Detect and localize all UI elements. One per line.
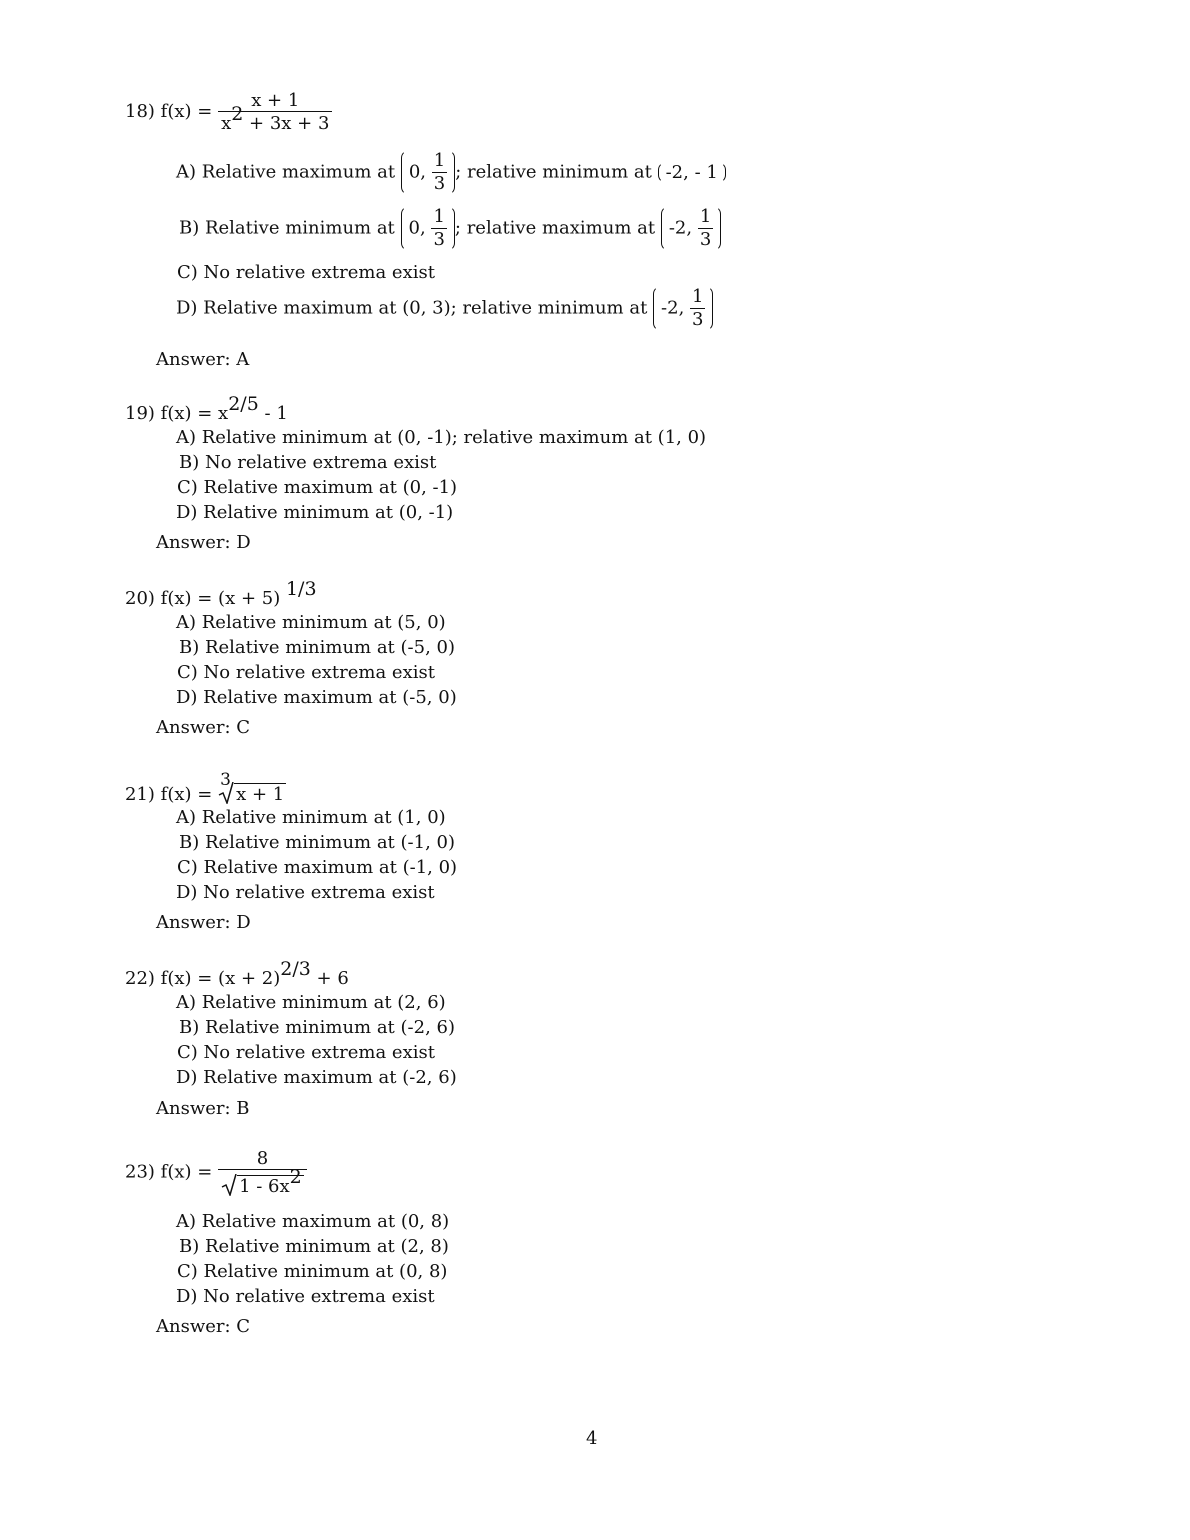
question-18-stem (125, 90, 332, 134)
option-b-text: B) Relative minimum at (179, 217, 395, 239)
page-number: 4 (586, 1428, 598, 1449)
radical-sign-icon (221, 1174, 237, 1196)
function-exponent: 1/3 (285, 578, 317, 600)
question-21-stem (125, 770, 286, 805)
option-d: D) Relative maximum at (-2, 6) (176, 1067, 457, 1088)
numerator: 1 (433, 206, 445, 227)
point-coord: 0, (408, 161, 427, 183)
point-coord: -2, (668, 217, 693, 239)
denominator: 3 (433, 173, 446, 194)
denominator: 3 (692, 309, 704, 330)
denominator: 3 (699, 229, 712, 250)
answer: Answer: D (156, 912, 251, 933)
option-d: D) Relative minimum at (0, -1) (176, 502, 454, 523)
function-label: f(x) = (160, 101, 213, 122)
question-number: 18) (125, 101, 155, 122)
option-d (176, 286, 713, 331)
function-exponent: 2/5 (228, 393, 259, 415)
point-paren (653, 286, 713, 331)
function-rest: + 6 (310, 968, 349, 989)
point-paren (658, 162, 726, 183)
answer: Answer: D (156, 532, 251, 553)
denominator (218, 103, 332, 134)
point-coord: -2, - 1 (665, 162, 718, 183)
function-label: f(x) = (160, 784, 213, 805)
denominator-base: x (221, 113, 232, 134)
denominator (218, 1166, 307, 1197)
question-number: 21) (125, 784, 155, 805)
option-c: C) No relative extrema exist (177, 662, 435, 683)
option-b: B) Relative minimum at (-5, 0) (179, 637, 455, 658)
question-number: 23) (125, 1161, 155, 1183)
function-label: f(x) = (160, 1161, 213, 1183)
point-fraction (698, 206, 713, 251)
option-b: B) Relative minimum at (2, 8) (179, 1236, 449, 1257)
numerator: x + 1 (251, 90, 300, 111)
radicand-exponent: 2 (289, 1166, 302, 1188)
answer: Answer: C (156, 717, 251, 738)
option-b (179, 206, 721, 251)
denominator: 3 (433, 229, 445, 250)
question-22-stem (125, 958, 349, 989)
option-b: B) Relative minimum at (-1, 0) (179, 832, 455, 853)
option-a: A) Relative minimum at (2, 6) (176, 992, 446, 1013)
question-19-stem (125, 393, 288, 424)
option-a: A) Relative minimum at (5, 0) (176, 612, 446, 633)
question-number: 19) (125, 403, 155, 424)
point-fraction (431, 206, 446, 251)
option-b: B) Relative minimum at (-2, 6) (179, 1017, 455, 1038)
option-d: D) No relative extrema exist (176, 882, 435, 903)
point-paren (661, 206, 721, 251)
option-d: D) No relative extrema exist (176, 1286, 435, 1307)
question-number: 20) (125, 588, 155, 609)
function-exponent: 2/3 (280, 958, 311, 980)
point-paren (401, 206, 455, 251)
answer: Answer: B (156, 1098, 250, 1119)
fraction (218, 90, 332, 134)
numerator: 1 (433, 150, 446, 171)
root-index: 3 (220, 770, 231, 790)
option-c: C) No relative extrema exist (177, 262, 435, 283)
option-a: A) Relative maximum at (0, 8) (176, 1211, 450, 1232)
function-base: f(x) = (x + 2) (160, 968, 281, 989)
option-b: B) No relative extrema exist (179, 452, 437, 473)
option-a (176, 150, 726, 195)
question-20-stem (125, 578, 317, 609)
option-a-mid: ; relative minimum at (455, 161, 652, 183)
fraction (218, 1148, 307, 1197)
radicand (237, 1166, 304, 1197)
point-coord: 0, (408, 217, 426, 239)
radicand: x + 1 (236, 784, 285, 805)
question-23-stem (125, 1148, 307, 1197)
function-base: f(x) = (x + 5) (160, 588, 286, 609)
option-d: D) Relative maximum at (-5, 0) (176, 687, 457, 708)
numerator: 1 (699, 206, 712, 227)
option-a: A) Relative minimum at (1, 0) (176, 807, 446, 828)
numerator: 8 (256, 1148, 269, 1169)
function-base: f(x) = x (160, 403, 229, 424)
function-rest: - 1 (258, 403, 288, 424)
option-c: C) Relative maximum at (0, -1) (177, 477, 458, 498)
point-fraction (690, 286, 705, 331)
option-a: A) Relative minimum at (0, -1); relative maximum at (1, 0) (176, 427, 707, 448)
question-number: 22) (125, 968, 155, 989)
answer: Answer: C (156, 1316, 251, 1337)
option-b-mid: ; relative maximum at (454, 217, 656, 239)
point-fraction (432, 150, 447, 195)
radicand-base: 1 - 6x (239, 1176, 290, 1197)
denominator-rest: + 3x + 3 (243, 113, 330, 134)
option-a-text: A) Relative maximum at (176, 161, 396, 183)
option-c: C) No relative extrema exist (177, 1042, 435, 1063)
answer: Answer: A (156, 349, 250, 370)
point-paren (401, 150, 455, 195)
numerator: 1 (692, 286, 704, 307)
option-c: C) Relative maximum at (-1, 0) (177, 857, 458, 878)
option-d-text: D) Relative maximum at (0, 3); relative minimum at (176, 297, 648, 319)
denominator-exponent: 2 (231, 103, 244, 125)
option-c: C) Relative minimum at (0, 8) (177, 1261, 448, 1282)
cube-root (218, 770, 286, 805)
point-coord: -2, (661, 297, 685, 319)
